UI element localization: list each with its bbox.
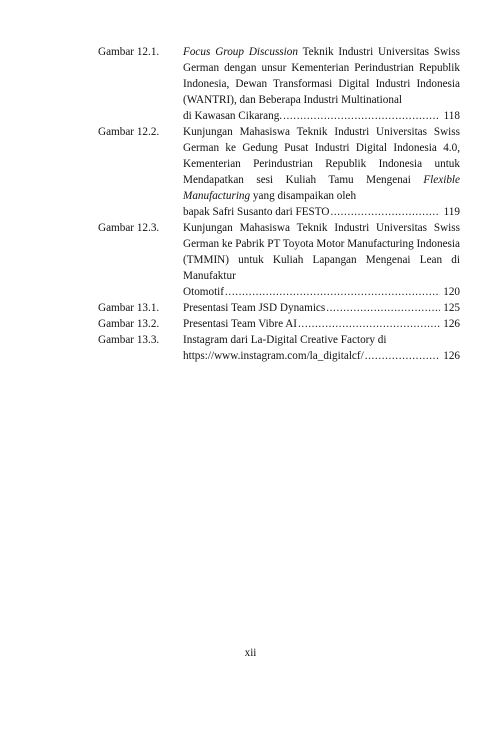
figure-label: Gambar 12.1. — [98, 46, 160, 58]
entry-last-line — [183, 108, 460, 124]
figure-label: Gambar 13.3. — [98, 334, 160, 346]
entry-last-text: Otomotif — [183, 286, 225, 298]
dot-leader — [283, 108, 440, 124]
toc-entry-12-2[interactable] — [98, 124, 460, 220]
dot-leader — [326, 300, 440, 316]
entry-emphasis: Flexible Manufacturing — [183, 174, 460, 202]
page-number: 119 — [443, 206, 460, 218]
entry-last-line — [183, 348, 460, 364]
entry-last-text: bapak Safri Susanto dari FESTO — [183, 206, 330, 218]
dot-leader — [365, 348, 440, 364]
entry-text: Instagram dari La-Digital Creative Factory di — [183, 334, 387, 346]
entry-content — [183, 124, 460, 220]
page-number: 125 — [443, 302, 460, 314]
page-footer-number: xii — [244, 647, 257, 659]
entry-text — [183, 124, 460, 204]
entry-content — [183, 300, 460, 316]
entry-text: Kunjungan Mahasiswa Teknik Industri Universitas Swiss German ke Pabrik PT Toyota Motor Manufacturing Indonesia (TMMIN) untuk Kuliah Lapangan Mengenai Lean di Manufaktur — [183, 222, 460, 282]
page-number: 118 — [443, 110, 460, 122]
entry-text-part: yang disampaikan oleh — [250, 190, 357, 202]
entry-last-line — [183, 300, 460, 316]
entry-last-line — [183, 284, 460, 300]
entry-last-text: Presentasi Team Vibre AI — [183, 318, 298, 330]
dot-leader — [225, 284, 440, 300]
page-number: 126 — [443, 318, 460, 330]
list-of-figures — [98, 44, 460, 364]
toc-entry-12-1[interactable] — [98, 44, 460, 124]
figure-label: Gambar 12.3. — [98, 222, 160, 234]
figure-label: Gambar 13.2. — [98, 318, 160, 330]
toc-entry-12-3[interactable] — [98, 220, 460, 300]
page-number: 126 — [443, 350, 460, 362]
dot-leader — [298, 316, 440, 332]
entry-emphasis: Focus Group Discussion — [183, 46, 298, 58]
entry-last-text: di Kawasan Cikarang. — [183, 110, 283, 122]
toc-entry-13-3[interactable] — [98, 332, 460, 364]
entry-last-line — [183, 316, 460, 332]
entry-text — [183, 44, 460, 108]
figure-label: Gambar 12.2. — [98, 126, 160, 138]
entry-content — [183, 44, 460, 124]
entry-last-text: Presentasi Team JSD Dynamics — [183, 302, 326, 314]
entry-text-part: Kunjungan Mahasiswa Teknik Industri Universitas Swiss German ke Gedung Pusat Industri Digital Indonesia 4.0, Kementerian Perindustrian Republik Indonesia untuk Mendapatkan sesi Kuliah Tamu Mengenai — [183, 126, 460, 186]
page-number: 120 — [443, 286, 460, 298]
toc-entry-13-2[interactable] — [98, 316, 460, 332]
entry-last-line — [183, 204, 460, 220]
entry-content — [183, 316, 460, 332]
dot-leader — [330, 204, 440, 220]
entry-last-text: https://www.instagram.com/la_digitalcf/ — [183, 350, 364, 362]
entry-text-part: Teknik Industri Universitas Swiss German dengan unsur Kementerian Perindustrian Republik Indonesia, Dewan Transformasi Digital Industri Indonesia (WANTRI), dan Beberapa Industri Multinational — [183, 46, 460, 106]
figure-label: Gambar 13.1. — [98, 302, 160, 314]
entry-content — [183, 220, 460, 300]
entry-content — [183, 332, 460, 364]
toc-entry-13-1[interactable] — [98, 300, 460, 316]
